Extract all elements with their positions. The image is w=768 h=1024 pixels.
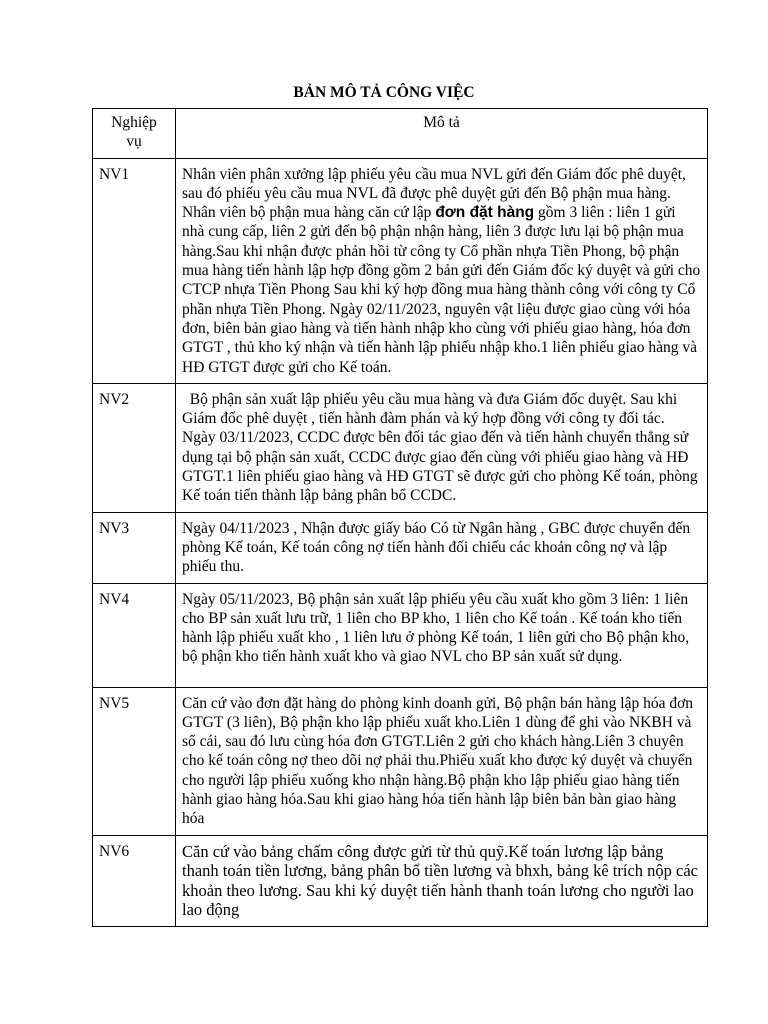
row-description: Ngày 04/11/2023 , Nhận được giấy báo Có từ Ngân hàng , GBC được chuyển đến phòng Kế toán, Kế toán công nợ tiến hành đối chiếu các khoản công nợ và lập phiếu thu.	[176, 512, 708, 583]
row-description	[176, 158, 708, 383]
job-description-table	[92, 108, 708, 927]
row-description: Căn cứ vào đơn đặt hàng do phòng kinh doanh gửi, Bộ phận bán hàng lập hóa đơn GTGT (3 liên), Bộ phận kho lập phiếu xuất kho.Liên 1 dùng để ghi vào NKBH và sổ cái, sau đó lưu cùng hóa đơn GTGT.Liên 2 gửi cho khách hàng.Liên 3 chuyên cho kế toán công nợ theo dõi nợ phải thu.Phiếu xuất kho được ký duyệt và chuyển cho người lập phiếu xuống kho nhận hàng.Bộ phận kho lập phiếu giao hàng tiến hành giao hàng hóa.Sau khi giao hàng hóa tiến hành lập biên bản bàn giao hàng hóa	[176, 687, 708, 835]
row-text: gồm 3 liên : liên 1 gửi nhà cung cấp, liên 2 gửi đến bộ phận nhận hàng, liên 3 được lưu lại bộ phận mua hàng.Sau khi nhận được phản hồi từ công ty Cổ phần nhựa Tiền Phong, bộ phận mua hàng tiến hành lập hợp đồng gồm 2 bản gửi đến Giám đốc ký duyệt và gửi cho CTCP nhựa Tiền Phong Sau khi ký hợp đồng mua hàng thành công với công ty Cổ phần nhựa Tiền Phong. Ngày 02/11/2023, nguyên vật liệu được giao cùng với hóa đơn, biên bản giao hàng và tiến hành nhập kho cùng với phiếu giao hàng, hóa đơn GTGT , thủ kho ký nhận và tiến hành lập phiếu nhập kho.1 liên phiếu giao hàng và HĐ GTGT được gửi cho Kế toán.	[182, 204, 701, 376]
table-row	[93, 512, 708, 583]
row-code: NV2	[93, 383, 176, 512]
row-code: NV3	[93, 512, 176, 583]
table-row	[93, 158, 708, 383]
bold-keyword: đơn đặt hàng	[435, 204, 535, 222]
table-row	[93, 583, 708, 687]
header-operation-label: Nghiệp vụ	[111, 114, 157, 151]
table-row	[93, 383, 708, 512]
page-title: BẢN MÔ TẢ CÔNG VIỆC	[293, 84, 475, 101]
table-header-row	[93, 109, 708, 159]
row-code: NV1	[93, 158, 176, 383]
table-row	[93, 687, 708, 835]
row-code: NV6	[93, 835, 176, 926]
row-description: Căn cứ vào bảng chấm công được gửi từ thủ quỹ.Kế toán lương lập bảng thanh toán tiền lương, bảng phân bổ tiền lương và bhxh, bảng kê trích nộp các khoản theo lương. Sau khi ký duyệt tiến hành thanh toán lương cho người lao lao động	[176, 835, 708, 926]
header-description: Mô tả	[176, 109, 708, 159]
row-code: NV5	[93, 687, 176, 835]
header-operation	[93, 109, 176, 159]
row-text: Nhân viên phân xưởng lập phiếu yêu cầu mua NVL gửi đến Giám đốc phê duyệt, sau đó phiếu yêu cầu mua NVL đã được phê duyệt gửi đến Bộ phận mua hàng. Nhân viên bộ phận mua hàng căn cứ lập	[182, 165, 686, 222]
table-row	[93, 835, 708, 926]
row-description: Ngày 05/11/2023, Bộ phận sản xuất lập phiếu yêu cầu xuất kho gồm 3 liên: 1 liên cho BP sản xuất lưu trữ, 1 liên cho BP kho, 1 liên cho Kế toán . Kế toán kho tiến hành lập phiếu xuất kho , 1 liên lưu ở phòng Kế toán, 1 liên gửi cho Bộ phận kho, bộ phận kho tiến hành xuất kho và giao NVL cho BP sản xuất sử dụng.	[176, 583, 708, 687]
row-code: NV4	[93, 583, 176, 687]
row-description: Bộ phận sản xuất lập phiếu yêu cầu mua hàng và đưa Giám đốc duyệt. Sau khi Giám đốc phê duyệt , tiến hành đàm phán và ký hợp đồng với công ty đối tác. Ngày 03/11/2023, CCDC được bên đối tác giao đến và tiến hành chuyển thẳng sử dụng tại bộ phận sản xuất, CCDC được giao đến cùng với phiếu giao hàng và HĐ GTGT.1 liên phiếu giao hàng và HĐ GTGT sẽ được gửi cho phòng Kế toán, phòng Kế toán tiến thành lập bảng phân bổ CCDC.	[176, 383, 708, 512]
